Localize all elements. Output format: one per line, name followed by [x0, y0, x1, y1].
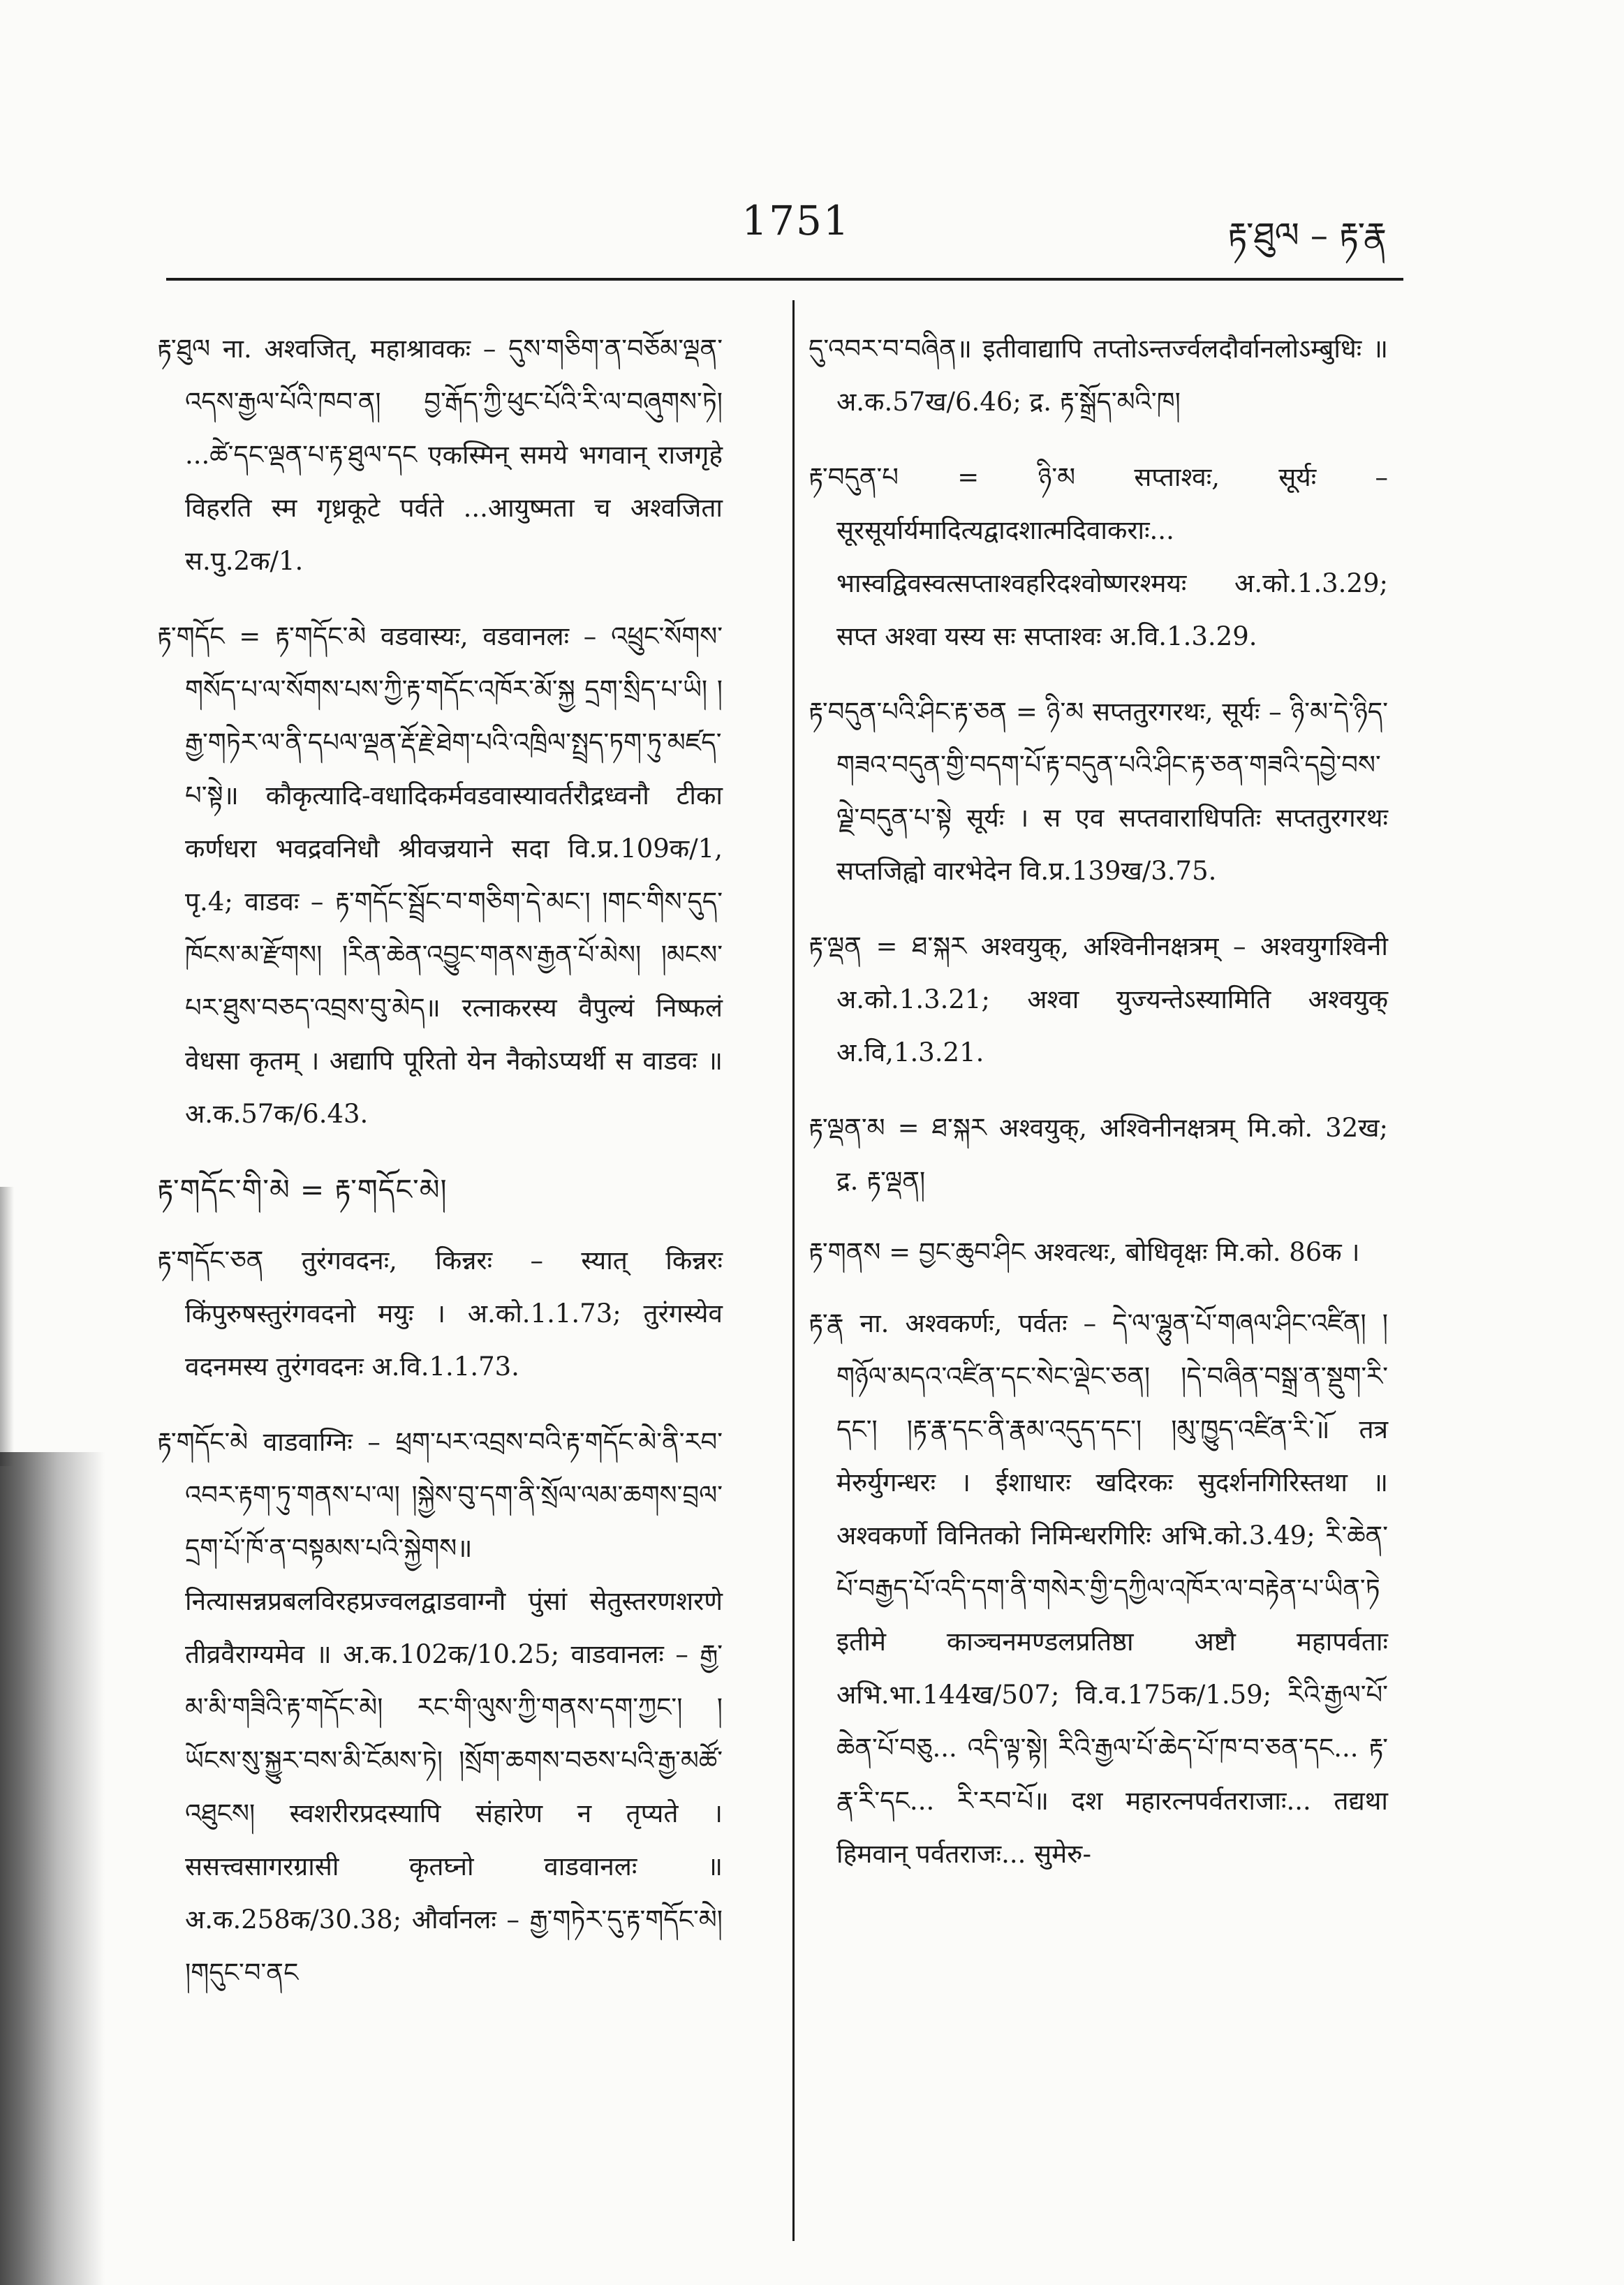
- right-column: [809, 323, 1388, 1903]
- entry-rta-bdun-pa: རྟ་བདུན་པ = ཉི་མ सप्ताश्वः, सूर्यः – सूरसूर्यार्यमादित्यद्वादशात्मदिवाकराः... भास्वद्विवस्वत्सप्ताश्वहरिदश्वोष्णरश्मयः अ.को.1.3.29; सप्त अश्वा यस्य सः सप्ताश्वः अ.वि.1.3.29.: [809, 462, 1388, 651]
- scan-shadow-edge: [0, 1452, 105, 2285]
- column-divider: [792, 300, 795, 2241]
- entry-rta-ldan-ma: རྟ་ལྡན་མ = ཐ་སྐར अश्वयुक्, अश्विनीनक्षत्रम् मि.को. 32ख; द्र. རྟ་ལྡན།: [809, 1113, 1388, 1196]
- page-number: 1751: [741, 197, 850, 244]
- entry-continuation: དུ་འབར་བ་བཞིན॥ इतीवाद्यापि तप्तोऽन्तर्ज्वलदौर्वानलोऽम्बुधिः ॥ अ.क.57ख/6.46; द्र. རྟ་སྒྲོད་མའི་ཁ།: [809, 334, 1388, 417]
- header-rule: [166, 278, 1403, 281]
- scan-shadow-upper: [0, 1187, 14, 1466]
- running-head: རྟ་ཐུལ – རྟ་རྣ: [1227, 215, 1387, 256]
- entry-rta-gdong-gi-me: རྟ་གདོང་གི་མེ = རྟ་གདོང་མེ།: [157, 1173, 448, 1206]
- entry-rta-gdong-can: རྟ་གདོང་ཅན तुरंगवदनः, किन्नरः – स्यात् किन्नरः किंपुरुषस्तुरंगवदनो मयुः । अ.को.1.1.73; तुरंगस्येव वदनमस्य तुरंगवदनः अ.वि.1.1.73.: [157, 1245, 723, 1382]
- entry-rta-gdong: རྟ་གདོང = རྟ་གདོང་མེ वडवास्यः, वडवानलः – འཕྲུང་སོགས་གསོད་པ་ལ་སོགས་པས་ཀྱི་རྟ་གདོང་འཁོར་མོ་སྐྱ དྲག་སྲིད་པ་ཡི། །རྒྱ་གཏེར་ལ་ནི་དཔལ་ལྡན་རྡོ་རྗེ་ཐེག་པའི་འཁྲིལ་སྤྲད་ཏག་ཏུ་མཛད་པ་སྟེ॥ कौकृत्यादि-वधादिकर्मवडवास्यावर्तरौद्रध्वनौ टीका कर्णधरा भवद्रवनिधौ श्रीवज्रयाने सदा वि.प्र.109क/1, पृ.4; वाडवः – རྟ་གདོང་སྦྲོང་བ་གཅིག་དེ་མང་། །གང་གིས་དུད་ཁོངས་མ་རྫོགས། །རིན་ཆེན་འབྱུང་གནས་རྒྱན་པོ་མེས། །མངས་པར་ཐུས་བཅད་འབྲས་བུ་མེད॥ रत्नाकरस्य वैपुल्यं निष्फलं वेधसा कृतम् । अद्यापि पूरितो येन नैकोऽप्यर्थी स वाडवः ॥ अ.क.57क/6.43.: [157, 621, 723, 1129]
- entry-rta-gnas: རྟ་གནས = བྱང་ཆུབ་ཤིང अश्वत्थः, बोधिवृक्षः मि.को. 86क ।: [809, 1237, 1360, 1267]
- entry-rta-ldan: རྟ་ལྡན = ཐ་སྐར अश्वयुक्, अश्विनीनक्षत्रम् – अश्वयुगश्विनी अ.को.1.3.21; अश्वा युज्यन्तेऽस्यामिति अश्वयुक् अ.वि,1.3.21.: [809, 931, 1388, 1067]
- entry-rta-thul: རྟ་ཐུལ ना. अश्वजित्, महाश्रावकः – དུས་གཅིག་ན་བཅོམ་ལྡན་འདས་རྒྱལ་པོའི་ཁབ་ན། བྱ་རྒོད་ཀྱི་ཕུང་པོའི་རི་ལ་བཞུགས་ཏེ། ...ཚེ་དང་ལྡན་པ་རྟ་ཐུལ་དང एकस्मिन् समये भगवान् राजगृहे विहरति स्म गृध्रकूटे पर्वते ...आयुष्मता च अश्वजिता स.पु.2क/1.: [157, 334, 723, 576]
- entry-rta-bdun-pai-shing-rta-can: རྟ་བདུན་པའི་ཤིང་རྟ་ཅན = ཉི་མ सप्ततुरगरथः, सूर्यः – ཉི་མ་དེ་ཉིད་གཟའ་བདུན་གྱི་བདག་པོ་རྟ་བདུན་པའི་ཤིང་རྟ་ཅན་གཟའི་དབྱེ་བས་ལྗེ་བདུན་པ་སྟེ सूर्यः । स एव सप्तवाराधिपतिः सप्ततुरगरथः सप्तजिह्वो वारभेदेन वि.प्र.139ख/3.75.: [809, 697, 1388, 886]
- left-column: [157, 323, 723, 2022]
- entry-rta-gdong-me: རྟ་གདོང་མེ वाडवाग्निः – ཕྲག་པར་འབྲས་བའི་རྟ་གདོང་མེ་ནི་རབ་འབར་རྟག་ཏུ་གནས་པ་ལ། །སྐྱེས་བུ་དག་ནི་སྲོལ་ལམ་ཆགས་བྲལ་དྲག་པོ་ཁོ་ན་བསྟམས་པའི་སྐྱེགས॥ नित्यासन्नप्रबलविरहप्रज्वलद्वाडवाग्नौ पुंसां सेतुस्तरणशरणे तीव्रवैराग्यमेव ॥ अ.क.102क/10.25; वाडवानलः – རྒྱ་མ་མི་གཟིའི་རྟ་གདོང་མེ། རང་གི་ལུས་ཀྱི་གནས་དག་ཀྱང་། །ཡོངས་སུ་སྐྱུར་བས་མི་ངོམས་ཏེ། །སྲོག་ཆགས་བཅས་པའི་རྒྱ་མཚོ་འཐུངས། स्वशरीरप्रदस्यापि संहारेण न तृप्यते । ससत्त्वसागरग्रासी कृतघ्नो वाडवानलः ॥ अ.क.258क/30.38; और्वानलः – རྒྱ་གཏེར་དུ་རྟ་གདོང་མེ། །གདུང་བ་ནང: [157, 1427, 723, 1988]
- entry-rta-rna: རྟ་རྣ ना. अश्वकर्णः, पर्वतः – དེ་ལ་ལྷུན་པོ་གཞལ་ཤིང་འཛིན། །གཉོལ་མདའ་འཛིན་དང་སེང་ལྡེང་ཅན། །དེ་བཞིན་བསྒྲ་ན་སྡུག་རི་དང་། །རྟ་རྣ་དང་ནི་རྣམ་འདུད་དང་། །མུ་ཁྱུད་འཛིན་རི་ོ॥ तत्र मेरुर्युगन्धरः । ईशाधारः खदिरकः सुदर्शनगिरिस्तथा ॥ अश्वकर्णो विनितको निमिन्धरगिरिः अभि.को.3.49; རི་ཆེན་པོ་བརྒྱད་པོ་འདི་དག་ནི་གསེར་གྱི་དཀྱིལ་འཁོར་ལ་བརྟེན་པ་ཡིན་ཏེ इतीमे काञ्चनमण्डलप्रतिष्ठा अष्टौ महापर्वताः अभि.भा.144ख/507; वि.व.175क/1.59; རིའི་རྒྱལ་པོ་ཆེན་པོ་བཅུ... འདི་ལྟ་སྟེ། རིའི་རྒྱལ་པོ་ཆེད་པོ་ཁ་བ་ཅན་དང... རྟ་རྣ་རི་དང... རི་རབ་པོ॥ दश महारत्नपर्वतराजाः... तद्यथा हिमवान् पर्वतराजः... सुमेरु-: [809, 1308, 1388, 1869]
